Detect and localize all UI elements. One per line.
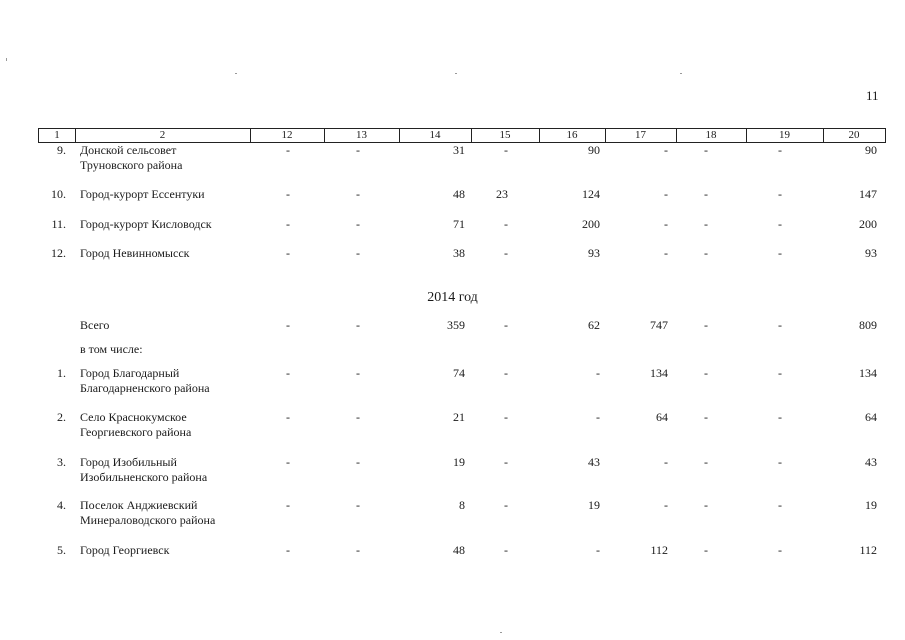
cell-c16: 200 <box>582 217 600 231</box>
row-name <box>80 410 250 440</box>
cell-c18: - <box>704 543 708 557</box>
cell-c14: 8 <box>459 498 465 512</box>
row-name <box>80 246 250 261</box>
cell-c19: - <box>778 543 782 557</box>
cell-c14: 48 <box>453 543 465 557</box>
cell-c15: - <box>504 318 508 332</box>
header-cell-13: 13 <box>356 129 367 141</box>
row-name-line: Донской сельсовет <box>80 143 177 157</box>
cell-c13: - <box>356 217 360 231</box>
row-name <box>80 143 250 173</box>
cell-c18: - <box>704 246 708 260</box>
row-number: 12. <box>51 246 66 260</box>
cell-c16: - <box>596 543 600 557</box>
cell-c12: - <box>286 246 290 260</box>
header-cell-2: 2 <box>159 129 166 141</box>
row-name-line: Город Невинномысск <box>80 246 190 260</box>
row-name <box>80 217 250 232</box>
cell-c17: - <box>664 143 668 157</box>
cell-c19: - <box>778 410 782 424</box>
scan-speck <box>680 73 682 74</box>
cell-c12: - <box>286 543 290 557</box>
row-name <box>80 455 250 485</box>
cell-c17: 747 <box>650 318 668 332</box>
cell-c16: 124 <box>582 187 600 201</box>
cell-c13: - <box>356 498 360 512</box>
cell-c16: 90 <box>588 143 600 157</box>
row-number: 4. <box>57 498 66 512</box>
cell-c16: 62 <box>588 318 600 332</box>
cell-c20: 112 <box>859 543 877 557</box>
cell-c19: - <box>778 318 782 332</box>
cell-c18: - <box>704 187 708 201</box>
cell-c17: 134 <box>650 366 668 380</box>
cell-c19: - <box>778 455 782 469</box>
row-name-line: Поселок Анджиевский <box>80 498 198 512</box>
row-number: 5. <box>57 543 66 557</box>
cell-c19: - <box>778 498 782 512</box>
cell-c14: 359 <box>447 318 465 332</box>
cell-c18: - <box>704 143 708 157</box>
cell-c19: - <box>778 246 782 260</box>
row-name <box>80 498 250 528</box>
cell-c15: - <box>504 246 508 260</box>
scan-speck <box>455 73 457 74</box>
cell-c14: 74 <box>453 366 465 380</box>
cell-c15: - <box>504 498 508 512</box>
cell-c17: - <box>664 455 668 469</box>
header-cell-18: 18 <box>705 129 717 141</box>
row-name-line: Георгиевского района <box>80 425 192 439</box>
header-cell-19: 19 <box>779 129 790 141</box>
header-cell-20: 20 <box>848 129 860 141</box>
row-name <box>80 543 250 558</box>
cell-c15: - <box>504 217 508 231</box>
row-name-line: Всего <box>80 318 110 332</box>
cell-c20: 43 <box>865 455 877 469</box>
header-cell-15: 15 <box>499 129 511 141</box>
row-name-line: Труновского района <box>80 158 183 172</box>
scan-speck <box>500 632 502 633</box>
cell-c17: - <box>664 187 668 201</box>
cell-c18: - <box>704 217 708 231</box>
row-name-line: Благодарненского района <box>80 381 210 395</box>
row-number: 11. <box>51 217 66 231</box>
cell-c15: - <box>504 543 508 557</box>
cell-c13: - <box>356 318 360 332</box>
row-name-line: Город Изобильный <box>80 455 177 469</box>
cell-c15: - <box>504 410 508 424</box>
cell-c20: 90 <box>865 143 877 157</box>
cell-c12: - <box>286 455 290 469</box>
cell-c15: - <box>504 143 508 157</box>
cell-c14: 48 <box>453 187 465 201</box>
cell-c13: - <box>356 410 360 424</box>
cell-c12: - <box>286 318 290 332</box>
cell-c17: 64 <box>656 410 668 424</box>
row-name-line: Село Краснокумское <box>80 410 187 424</box>
header-cell-14: 14 <box>429 129 441 141</box>
cell-c12: - <box>286 498 290 512</box>
row-name <box>80 318 250 333</box>
cell-c18: - <box>704 318 708 332</box>
cell-c15: - <box>504 455 508 469</box>
cell-c19: - <box>778 217 782 231</box>
header-cell-16: 16 <box>566 129 578 141</box>
cell-c20: 93 <box>865 246 877 260</box>
cell-c12: - <box>286 410 290 424</box>
cell-c13: - <box>356 366 360 380</box>
cell-c14: 21 <box>453 410 465 424</box>
row-name-line: Город-курорт Кисловодск <box>80 217 212 231</box>
cell-c16: 43 <box>588 455 600 469</box>
row-number: 2. <box>57 410 66 424</box>
row-name-line: Минераловодского района <box>80 513 216 527</box>
cell-c17: - <box>664 246 668 260</box>
cell-c18: - <box>704 455 708 469</box>
cell-c13: - <box>356 543 360 557</box>
cell-c13: - <box>356 187 360 201</box>
cell-c17: 112 <box>650 543 668 557</box>
cell-c16: - <box>596 366 600 380</box>
cell-c17: - <box>664 498 668 512</box>
row-name <box>80 366 250 396</box>
row-name-line: Изобильненского района <box>80 470 208 484</box>
cell-c20: 19 <box>865 498 877 512</box>
cell-c18: - <box>704 366 708 380</box>
cell-c13: - <box>356 143 360 157</box>
row-name <box>80 187 250 202</box>
cell-c18: - <box>704 410 708 424</box>
row-number: 9. <box>57 143 66 157</box>
cell-c19: - <box>778 187 782 201</box>
cell-c20: 64 <box>865 410 877 424</box>
cell-c20: 809 <box>859 318 877 332</box>
cell-c16: 19 <box>588 498 600 512</box>
row-number: 3. <box>57 455 66 469</box>
row-name <box>80 342 250 357</box>
cell-c19: - <box>778 366 782 380</box>
scan-speck <box>6 58 7 61</box>
header-cell-1: 1 <box>54 129 60 141</box>
cell-c18: - <box>704 498 708 512</box>
row-name-line: Город Благодарный <box>80 366 180 380</box>
cell-c17: - <box>664 217 668 231</box>
header-cell-12: 12 <box>281 129 293 141</box>
cell-c16: - <box>596 410 600 424</box>
cell-c14: 38 <box>453 246 465 260</box>
cell-c14: 19 <box>453 455 465 469</box>
header-cell-17: 17 <box>635 129 646 141</box>
cell-c20: 147 <box>859 187 877 201</box>
cell-c12: - <box>286 187 290 201</box>
scan-speck <box>235 73 237 74</box>
cell-c14: 71 <box>453 217 465 231</box>
cell-c19: - <box>778 143 782 157</box>
cell-c12: - <box>286 143 290 157</box>
cell-c20: 200 <box>859 217 877 231</box>
year-heading: 2014 год <box>427 290 478 305</box>
row-number: 1. <box>57 366 66 380</box>
row-number: 10. <box>51 187 66 201</box>
cell-c13: - <box>356 455 360 469</box>
row-name-line: Город Георгиевск <box>80 543 170 557</box>
cell-c20: 134 <box>859 366 877 380</box>
cell-c12: - <box>286 217 290 231</box>
row-name-line: Город-курорт Ессентуки <box>80 187 205 201</box>
cell-c16: 93 <box>588 246 600 260</box>
table-header-row <box>38 128 886 143</box>
cell-c15: 23 <box>496 187 508 201</box>
page-number: 11 <box>866 88 879 103</box>
cell-c14: 31 <box>453 143 465 157</box>
cell-c13: - <box>356 246 360 260</box>
cell-c12: - <box>286 366 290 380</box>
row-name-line: в том числе: <box>80 342 143 356</box>
cell-c15: - <box>504 366 508 380</box>
